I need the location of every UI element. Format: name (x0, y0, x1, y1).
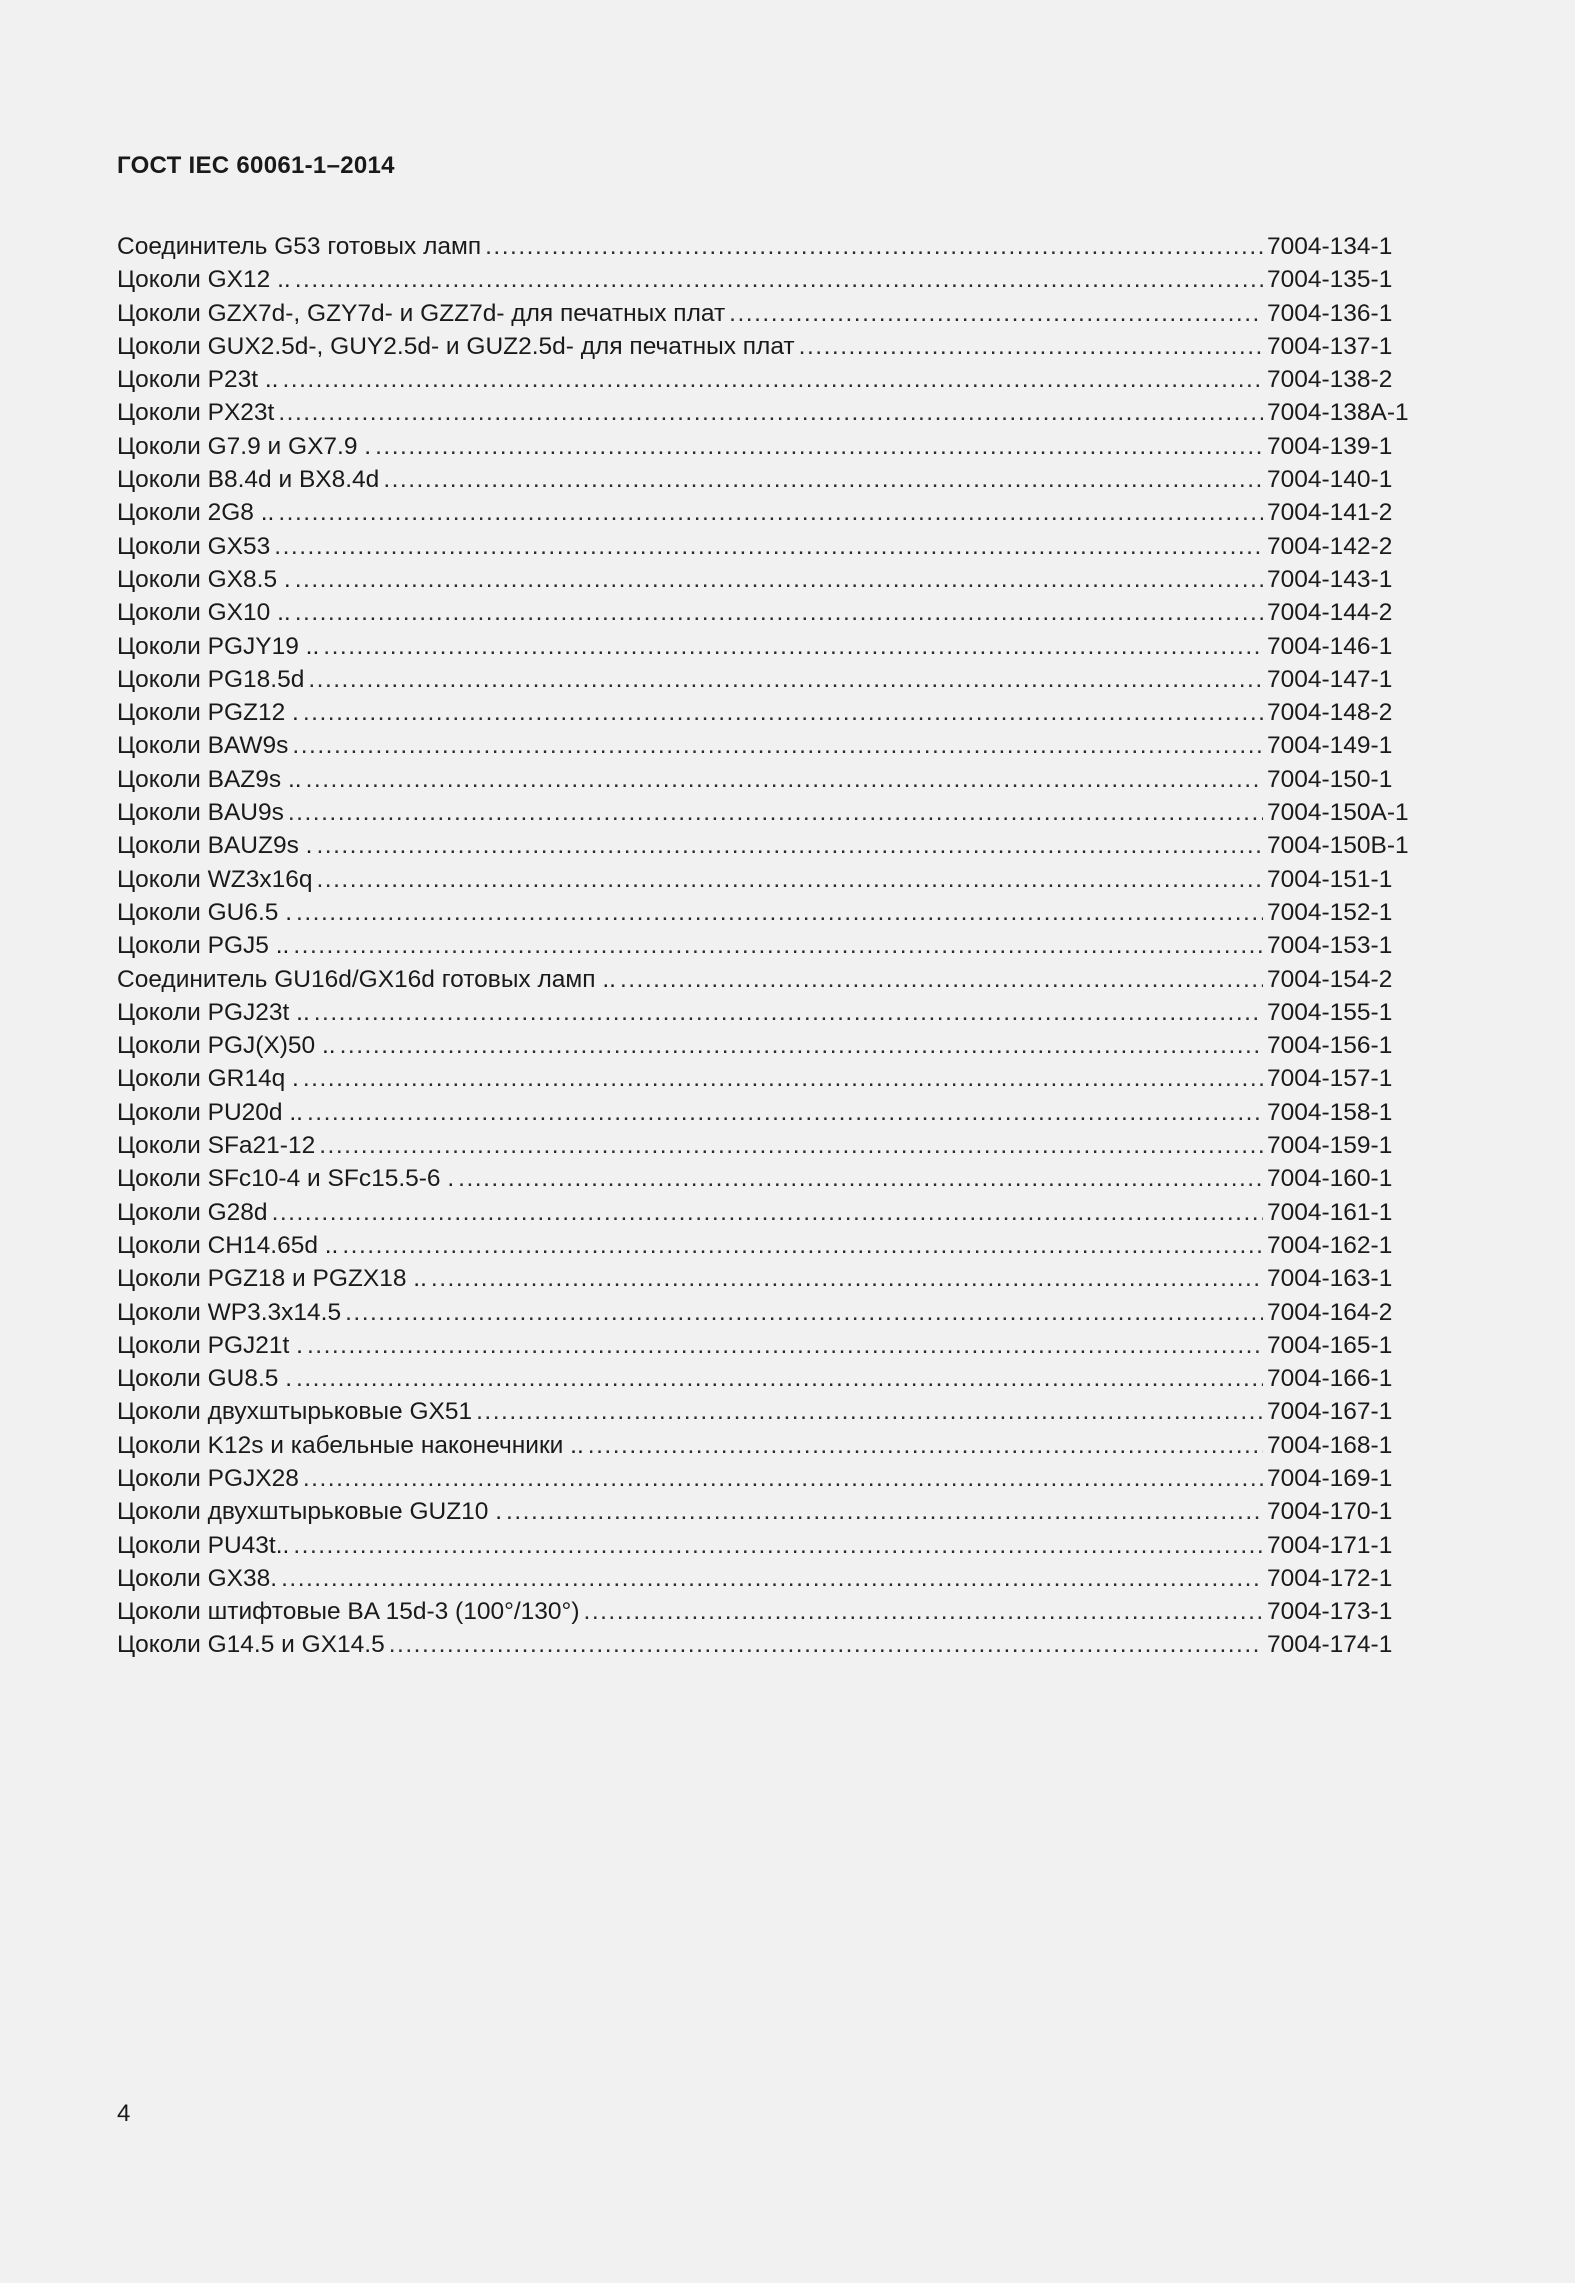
toc-entry-reference: 7004-135-1 (1267, 266, 1393, 294)
toc-entry-reference: 7004-143-1 (1267, 565, 1393, 593)
toc-entry (117, 763, 1427, 796)
toc-entry-title: Цоколи G14.5 и GX14.5 (117, 1631, 385, 1659)
toc-entry (117, 230, 1427, 263)
toc-entry (117, 696, 1427, 729)
toc-entry-title: Цоколи PU43t.. (117, 1531, 290, 1559)
toc-entry-title: Цоколи BAU9s (117, 799, 284, 827)
toc-entry (117, 1529, 1427, 1562)
toc-entry-title: Цоколи PU20d .. (117, 1098, 303, 1126)
dot-leader (295, 563, 1263, 596)
dot-leader (340, 1029, 1263, 1062)
dot-leader (303, 696, 1263, 729)
dot-leader (292, 729, 1263, 762)
toc-entry (117, 896, 1427, 929)
dot-leader (375, 430, 1263, 463)
toc-entry-reference: 7004-165-1 (1267, 1331, 1393, 1359)
toc-entry (117, 1162, 1427, 1195)
toc-entry-title: Цоколи P23t .. (117, 366, 279, 394)
dot-leader (799, 330, 1263, 363)
dot-leader (319, 1129, 1263, 1162)
toc-entry-title: Цоколи G28d (117, 1198, 268, 1226)
dot-leader (476, 1395, 1263, 1428)
toc-entry-title: Цоколи SFc10-4 и SFc15.5-6 . (117, 1165, 455, 1193)
toc-entry-reference: 7004-167-1 (1267, 1398, 1393, 1426)
toc-entry-reference: 7004-156-1 (1267, 1032, 1393, 1060)
toc-entry (117, 297, 1427, 330)
toc-entry-reference: 7004-152-1 (1267, 898, 1393, 926)
toc-entry-title: Цоколи PG18.5d (117, 665, 305, 693)
toc-entry-reference: 7004-138A-1 (1267, 399, 1409, 427)
table-of-contents (117, 230, 1427, 1662)
toc-entry-reference: 7004-170-1 (1267, 1498, 1393, 1526)
toc-entry-title: Цоколи 2G8 .. (117, 499, 275, 527)
dot-leader (278, 396, 1263, 429)
dot-leader (620, 963, 1263, 996)
toc-entry-reference: 7004-174-1 (1267, 1631, 1393, 1659)
dot-leader (278, 496, 1263, 529)
toc-entry (117, 363, 1427, 396)
toc-entry (117, 1129, 1427, 1162)
toc-entry (117, 263, 1427, 296)
toc-entry-reference: 7004-149-1 (1267, 732, 1393, 760)
toc-entry-reference: 7004-159-1 (1267, 1132, 1393, 1160)
toc-entry-reference: 7004-140-1 (1267, 466, 1393, 494)
toc-entry-reference: 7004-161-1 (1267, 1198, 1393, 1226)
page-number: 4 (117, 2100, 131, 2127)
toc-entry-reference: 7004-150B-1 (1267, 832, 1409, 860)
toc-entry (117, 1029, 1427, 1062)
toc-entry-title: Цоколи двухштырьковые GX51 (117, 1398, 473, 1426)
toc-entry-reference: 7004-146-1 (1267, 632, 1393, 660)
dot-leader (588, 1429, 1263, 1462)
dot-leader (316, 829, 1263, 862)
toc-entry-title: Цоколи PGJX28 (117, 1464, 299, 1492)
toc-entry (117, 496, 1427, 529)
toc-entry (117, 863, 1427, 896)
toc-entry (117, 1329, 1427, 1362)
dot-leader (485, 230, 1263, 263)
toc-entry-title: Цоколи SFa21-12 (117, 1132, 316, 1160)
toc-entry-title: Соединитель GU16d/GX16d готовых ламп .. (117, 965, 616, 993)
toc-entry-title: Цоколи GX12 .. (117, 266, 291, 294)
toc-entry-reference: 7004-164-2 (1267, 1298, 1393, 1326)
toc-entry (117, 663, 1427, 696)
toc-entry (117, 596, 1427, 629)
toc-entry-reference: 7004-162-1 (1267, 1231, 1393, 1259)
dot-leader (293, 1529, 1263, 1562)
toc-entry-reference: 7004-138-2 (1267, 366, 1393, 394)
toc-entry (117, 396, 1427, 429)
dot-leader (281, 1562, 1263, 1595)
dot-leader (293, 929, 1263, 962)
toc-entry-reference: 7004-160-1 (1267, 1165, 1393, 1193)
toc-entry-title: Цоколи BAZ9s .. (117, 765, 302, 793)
toc-entry-reference: 7004-163-1 (1267, 1265, 1393, 1293)
dot-leader (314, 996, 1263, 1029)
dot-leader (729, 297, 1263, 330)
toc-entry-title: Цоколи GX10 .. (117, 599, 291, 627)
toc-entry-reference: 7004-173-1 (1267, 1598, 1393, 1626)
toc-entry-reference: 7004-155-1 (1267, 998, 1393, 1026)
dot-leader (306, 763, 1263, 796)
dot-leader (345, 1296, 1263, 1329)
toc-entry (117, 796, 1427, 829)
toc-entry (117, 563, 1427, 596)
dot-leader (383, 463, 1263, 496)
toc-entry (117, 829, 1427, 862)
toc-entry (117, 630, 1427, 663)
dot-leader (282, 363, 1263, 396)
toc-entry-title: Цоколи GU8.5 . (117, 1365, 293, 1393)
dot-leader (295, 263, 1263, 296)
dot-leader (506, 1495, 1263, 1528)
dot-leader (272, 1196, 1263, 1229)
toc-entry-title: Цоколи B8.4d и BX8.4d (117, 466, 380, 494)
dot-leader (295, 596, 1263, 629)
toc-entry (117, 1229, 1427, 1262)
toc-entry (117, 1595, 1427, 1628)
toc-entry-reference: 7004-144-2 (1267, 599, 1393, 627)
toc-entry-title: Цоколи двухштырьковые GUZ10 . (117, 1498, 503, 1526)
toc-entry (117, 729, 1427, 762)
toc-entry-title: Цоколи GX8.5 . (117, 565, 291, 593)
toc-entry-reference: 7004-142-2 (1267, 532, 1393, 560)
toc-entry-title: Цоколи WZ3x16q (117, 865, 313, 893)
dot-leader (288, 796, 1263, 829)
toc-entry-title: Цоколи K12s и кабельные наконечники .. (117, 1431, 584, 1459)
toc-entry-reference: 7004-136-1 (1267, 299, 1393, 327)
dot-leader (308, 663, 1263, 696)
toc-entry-reference: 7004-169-1 (1267, 1464, 1393, 1492)
dot-leader (307, 1096, 1263, 1129)
toc-entry (117, 1362, 1427, 1395)
toc-entry-reference: 7004-171-1 (1267, 1531, 1393, 1559)
toc-entry-reference: 7004-166-1 (1267, 1365, 1393, 1393)
toc-entry (117, 1429, 1427, 1462)
toc-entry-reference: 7004-151-1 (1267, 865, 1393, 893)
toc-entry-title: Цоколи GR14q . (117, 1065, 299, 1093)
toc-entry-title: Цоколи GX38. (117, 1564, 278, 1592)
toc-entry (117, 1062, 1427, 1095)
toc-entry-reference: 7004-134-1 (1267, 233, 1393, 260)
dot-leader (296, 896, 1263, 929)
toc-entry-reference: 7004-148-2 (1267, 699, 1393, 727)
toc-entry-reference: 7004-168-1 (1267, 1431, 1393, 1459)
toc-entry (117, 530, 1427, 563)
toc-entry-title: Цоколи CH14.65d .. (117, 1231, 339, 1259)
toc-entry-title: Цоколи PGJ(X)50 .. (117, 1032, 336, 1060)
toc-entry-title: Цоколи PGJ23t .. (117, 998, 310, 1026)
dot-leader (389, 1628, 1263, 1661)
toc-entry-title: Цоколи PX23t (117, 399, 275, 427)
toc-entry-title: Цоколи GX53 (117, 532, 271, 560)
dot-leader (303, 1062, 1263, 1095)
toc-entry-title: Цоколи PGZ12 . (117, 699, 299, 727)
toc-entry (117, 1196, 1427, 1229)
document-header: ГОСТ IEC 60061-1–2014 (117, 152, 395, 179)
toc-entry-title: Цоколи PGJ21t . (117, 1331, 303, 1359)
dot-leader (296, 1362, 1263, 1395)
toc-entry (117, 430, 1427, 463)
toc-entry-title: Цоколи GU6.5 . (117, 898, 293, 926)
toc-entry-reference: 7004-139-1 (1267, 432, 1393, 460)
toc-entry (117, 463, 1427, 496)
toc-entry-title: Цоколи PGJY19 .. (117, 632, 320, 660)
toc-entry-reference: 7004-172-1 (1267, 1564, 1393, 1592)
toc-entry (117, 1262, 1427, 1295)
toc-entry (117, 1495, 1427, 1528)
dot-leader (307, 1329, 1263, 1362)
toc-entry-reference: 7004-150-1 (1267, 765, 1393, 793)
toc-entry-title: Соединитель G53 готовых ламп (117, 233, 482, 260)
dot-leader (303, 1462, 1263, 1495)
toc-entry-reference: 7004-158-1 (1267, 1098, 1393, 1126)
toc-entry-reference: 7004-153-1 (1267, 932, 1393, 960)
toc-entry (117, 1096, 1427, 1129)
dot-leader (274, 530, 1263, 563)
toc-entry-title: Цоколи G7.9 и GX7.9 . (117, 432, 372, 460)
dot-leader (316, 863, 1263, 896)
toc-entry (117, 929, 1427, 962)
dot-leader (342, 1229, 1263, 1262)
toc-entry-reference: 7004-137-1 (1267, 332, 1393, 360)
toc-entry-reference: 7004-147-1 (1267, 665, 1393, 693)
toc-entry (117, 330, 1427, 363)
toc-entry-reference: 7004-154-2 (1267, 965, 1393, 993)
toc-entry-reference: 7004-157-1 (1267, 1065, 1393, 1093)
dot-leader (431, 1262, 1263, 1295)
toc-entry-title: Цоколи BAUZ9s . (117, 832, 313, 860)
toc-entry (117, 1395, 1427, 1428)
toc-entry (117, 996, 1427, 1029)
toc-entry-title: Цоколи PGZ18 и PGZX18 .. (117, 1265, 427, 1293)
toc-entry (117, 963, 1427, 996)
dot-leader (458, 1162, 1263, 1195)
toc-entry (117, 1296, 1427, 1329)
toc-entry (117, 1628, 1427, 1661)
toc-entry-reference: 7004-150A-1 (1267, 799, 1409, 827)
toc-entry-title: Цоколи BAW9s (117, 732, 289, 760)
dot-leader (584, 1595, 1263, 1628)
toc-entry-title: Цоколи WP3.3x14.5 (117, 1298, 342, 1326)
toc-entry-title: Цоколи GUX2.5d-, GUY2.5d- и GUZ2.5d- для печатных плат (117, 332, 795, 360)
toc-entry-reference: 7004-141-2 (1267, 499, 1393, 527)
toc-entry-title: Цоколи GZX7d-, GZY7d- и GZZ7d- для печатных плат (117, 299, 726, 327)
dot-leader (323, 630, 1263, 663)
toc-entry-title: Цоколи PGJ5 .. (117, 932, 290, 960)
toc-entry (117, 1462, 1427, 1495)
toc-entry (117, 1562, 1427, 1595)
toc-entry-title: Цоколи штифтовые BA 15d-3 (100°/130°) (117, 1598, 580, 1626)
